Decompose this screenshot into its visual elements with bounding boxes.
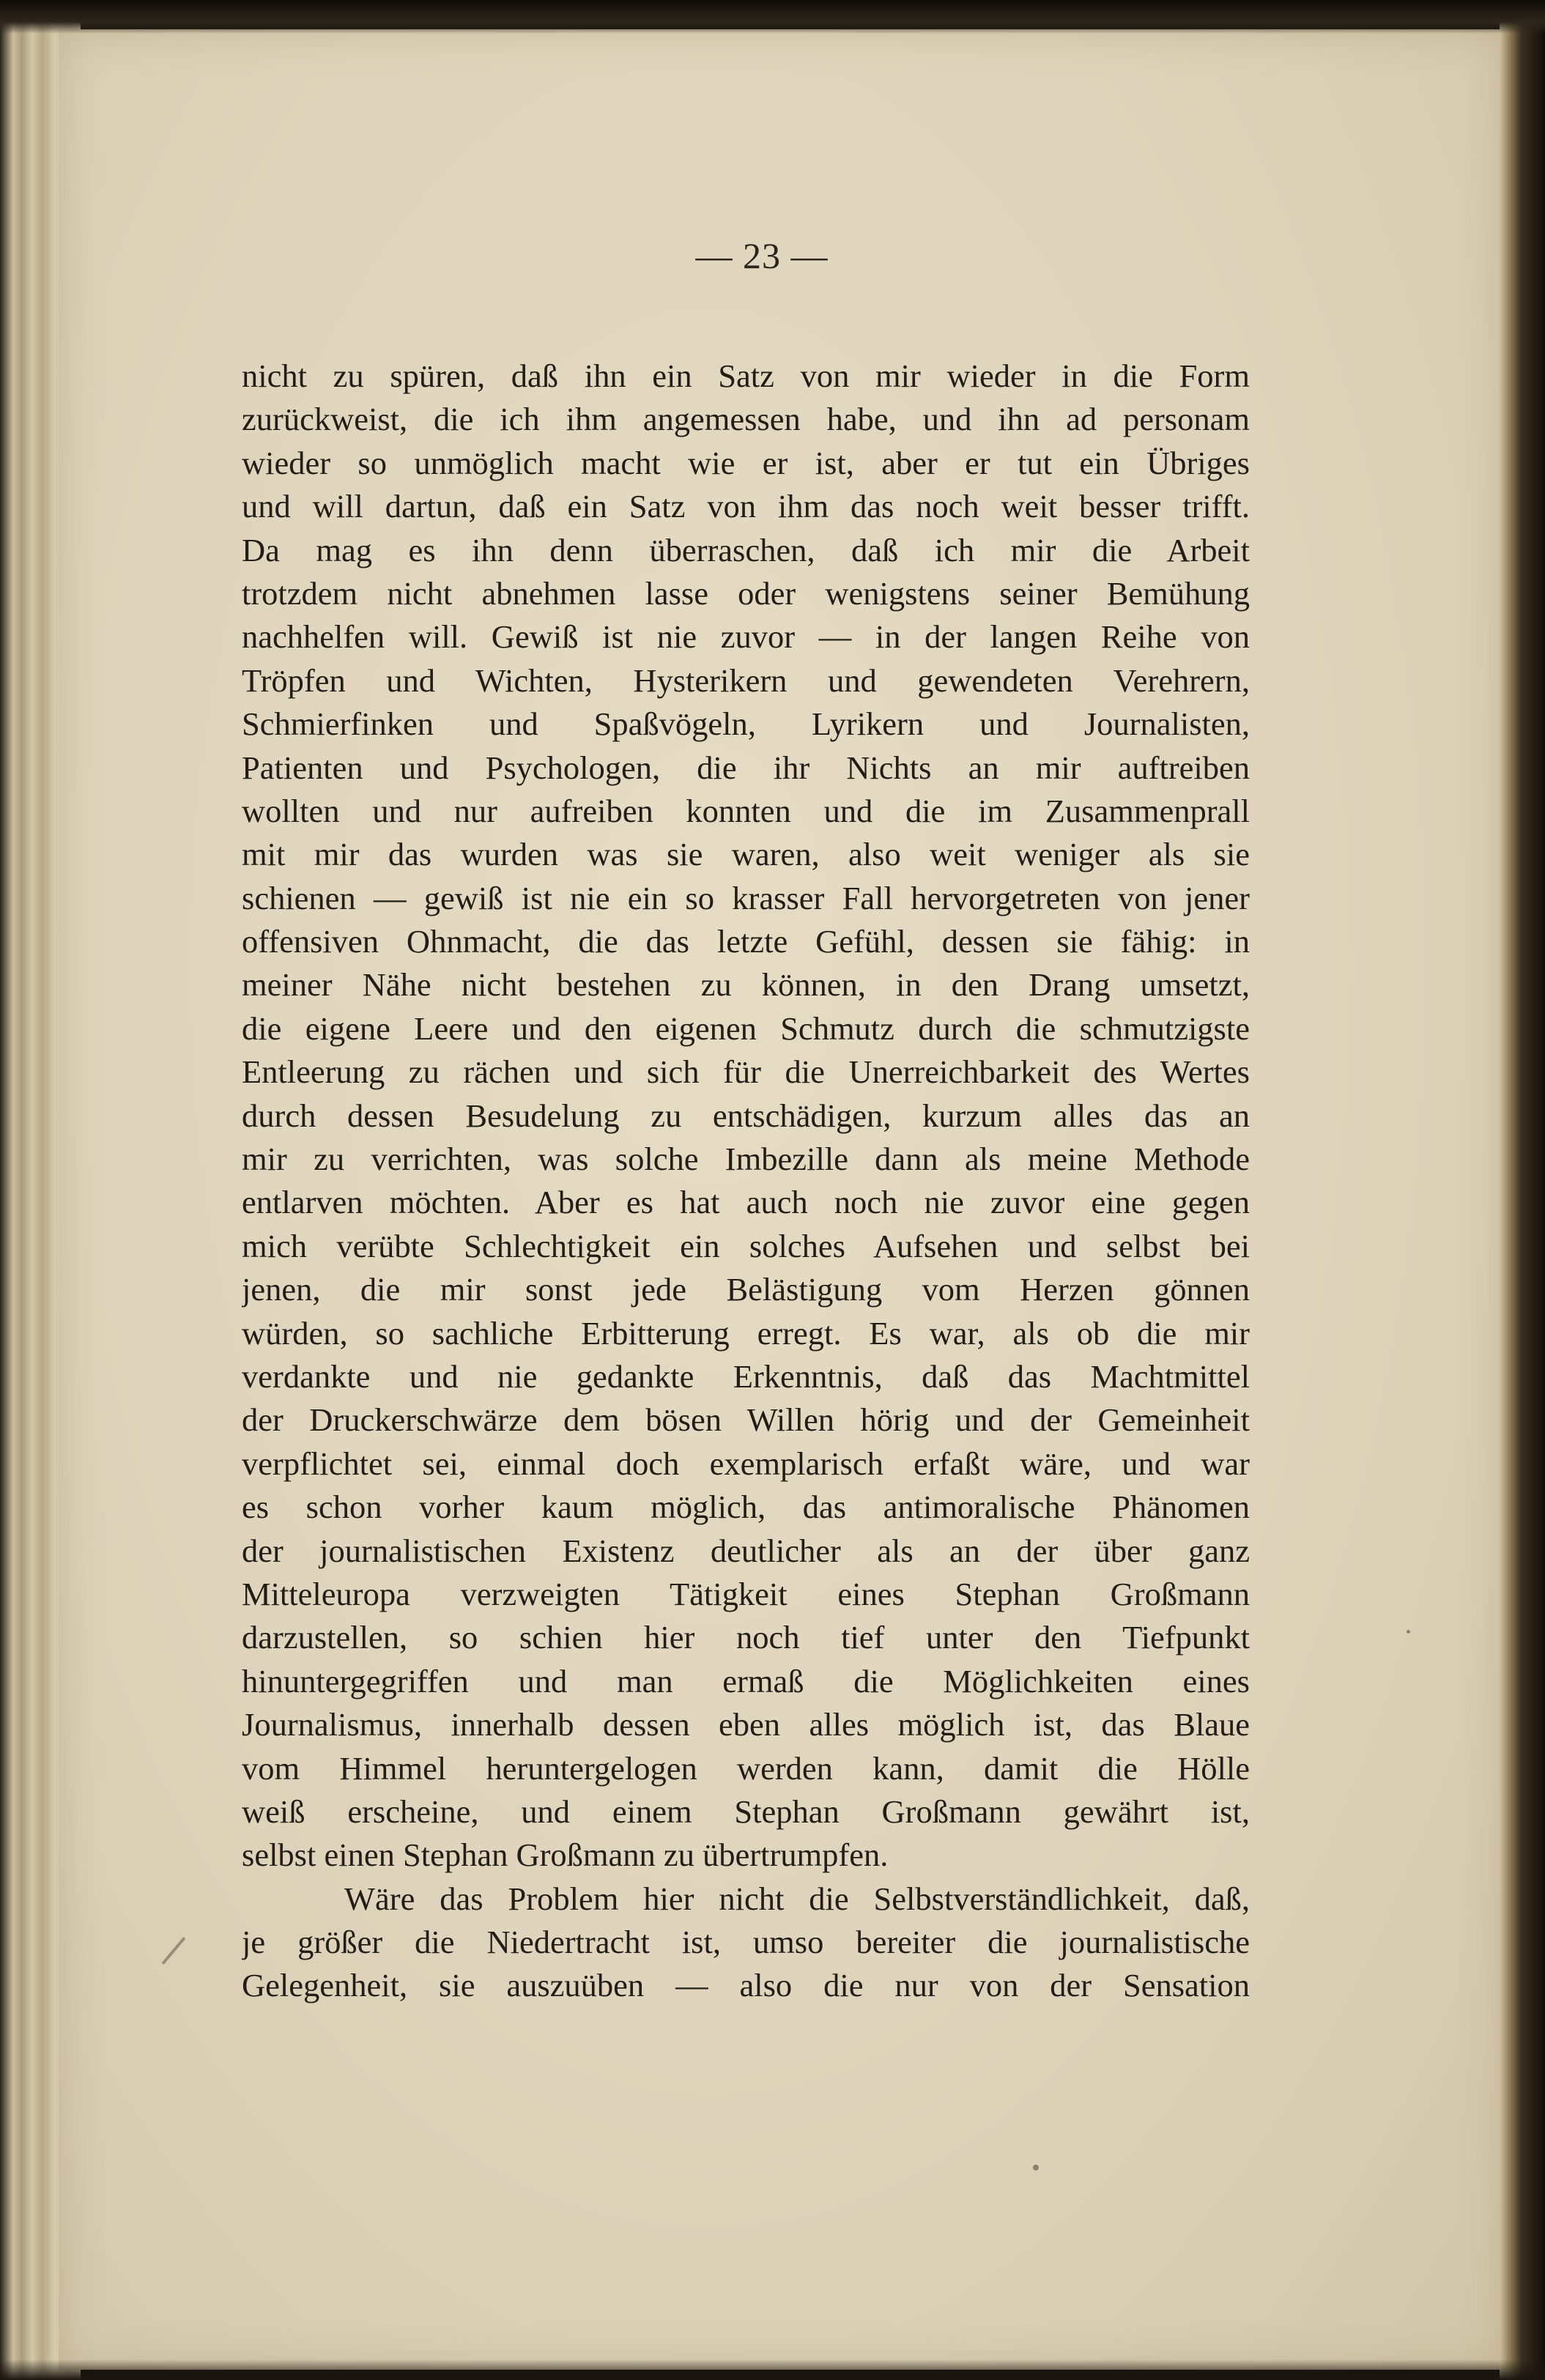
text-line: entlarven möchten. Aber es hat auch noch nie zuvor eine gegen xyxy=(242,1184,1250,1221)
page-number: — 23 — xyxy=(695,235,829,276)
text-line: wieder so unmöglich macht wie er ist, aber er tut ein Übriges xyxy=(242,444,1250,481)
text-line: mit mir das wurden was sie waren, also weit weniger als sie xyxy=(242,836,1250,873)
text-line: und will dartun, daß ein Satz von ihm das noch weit besser trifft. xyxy=(242,488,1250,525)
text-line: trotzdem nicht abnehmen lasse oder wenigstens seiner Bemühung xyxy=(242,574,1250,612)
text-line: mir zu verrichten, was solche Imbezille dann als meine Methode xyxy=(242,1141,1250,1178)
text-line: zurückweist, die ich ihm angemessen habe, und ihn ad personam xyxy=(242,401,1250,438)
text-line: wollten und nur aufreiben konnten und die im Zusammenprall xyxy=(242,792,1250,829)
paper-speck xyxy=(1407,1630,1410,1634)
text-line: der journalistischen Existenz deutlicher als an der über ganz xyxy=(242,1532,1250,1569)
text-line: Tröpfen und Wichten, Hysterikern und gewendeten Verehrern, xyxy=(242,661,1250,699)
text-line: nachhelfen will. Gewiß ist nie zuvor — in der langen Reihe von xyxy=(242,618,1250,656)
text-line: offensiven Ohnmacht, die das letzte Gefühl, dessen sie fähig: in xyxy=(242,923,1250,960)
text-line: weiß erscheine, und einem Stephan Großmann gewährt ist, xyxy=(242,1793,1250,1830)
text-line: Mitteleuropa verzweigten Tätigkeit eines Stephan Großmann xyxy=(242,1575,1250,1612)
text-line: meiner Nähe nicht bestehen zu können, in den Drang umsetzt, xyxy=(242,966,1250,1004)
text-line: je größer die Niedertracht ist, umso bereiter die journalistische xyxy=(242,1924,1250,1961)
text-line: selbst einen Stephan Großmann zu übertrumpfen. xyxy=(242,1836,889,1874)
text-line: Journalismus, innerhalb dessen eben alles möglich ist, das Blaue xyxy=(242,1706,1250,1743)
text-line: die eigene Leere und den eigenen Schmutz durch die schmutzigste xyxy=(242,1009,1250,1047)
scan-edge-top xyxy=(0,0,1545,34)
text-line: durch dessen Besudelung zu entschädigen, kurzum alles das an xyxy=(242,1097,1250,1134)
text-line: jenen, die mir sonst jede Belästigung vom Herzen gönnen xyxy=(242,1271,1250,1308)
text-line: Da mag es ihn denn überraschen, daß ich mir die Arbeit xyxy=(242,531,1250,568)
text-line: der Druckerschwärze dem bösen Willen hörig und der Gemeinheit xyxy=(242,1401,1250,1439)
text-line: hinuntergegriffen und man ermaß die Möglichkeiten eines xyxy=(242,1662,1250,1699)
text-line: würden, so sachliche Erbitterung erregt. Es war, als ob die mir xyxy=(242,1314,1250,1352)
text-line: Entleerung zu rächen und sich für die Unerreichbarkeit des Wertes xyxy=(242,1053,1250,1091)
text-line: verpflichtet sei, einmal doch exemplarisch erfaßt wäre, und war xyxy=(242,1445,1250,1482)
text-line: Patienten und Psychologen, die ihr Nichts an mir auftreiben xyxy=(242,749,1250,786)
text-line: mich verübte Schlechtigkeit ein solches Aufsehen und selbst bei xyxy=(242,1227,1250,1264)
text-line: nicht zu spüren, daß ihn ein Satz von mir wieder in die Form xyxy=(242,357,1250,394)
text-line: verdankte und nie gedankte Erkenntnis, daß das Machtmittel xyxy=(242,1357,1250,1395)
text-line: Schmierfinken und Spaßvögeln, Lyrikern und Journalisten, xyxy=(242,705,1250,743)
scan-edge-bottom xyxy=(0,2359,1545,2380)
text-line: vom Himmel heruntergelogen werden kann, damit die Hölle xyxy=(242,1749,1250,1787)
text-line-indented: Wäre das Problem hier nicht die Selbstverständlichkeit, daß, xyxy=(344,1880,1250,1917)
text-line: schienen — gewiß ist nie ein so krasser Fall hervorgetreten von jener xyxy=(242,879,1250,916)
body-text xyxy=(242,355,1250,2008)
text-line: es schon vorher kaum möglich, das antimoralische Phänomen xyxy=(242,1489,1250,1526)
binding-shadow-right xyxy=(1500,0,1545,2380)
paper-speck xyxy=(1033,2165,1039,2170)
text-line: Gelegenheit, sie auszuüben — also die nur von der Sensation xyxy=(242,1967,1250,2004)
text-line: darzustellen, so schien hier noch tief unter den Tiefpunkt xyxy=(242,1619,1250,1656)
